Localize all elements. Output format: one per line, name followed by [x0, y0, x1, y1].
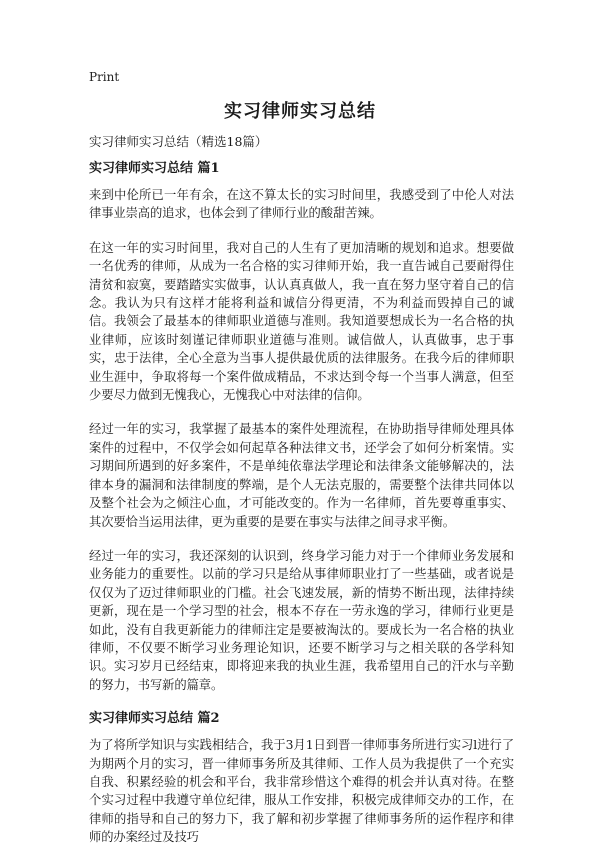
paragraph: 在这一年的实习时间里，我对自己的人生有了更加清晰的规划和追求。想要做一名优秀的律师，从成为一名合格的实习律师开始，我一直告诫自己要耐得住清贫和寂寞，要踏踏实实做事，认认真真做人，我一直在努力坚守着自己的信念。我认为只有这样才能将利益和诚信分得更清，不为利益而毁掉自己的诚信。我领会了最基本的律师职业道德与准则。我知道要想成长为一名合格的执业律师，应该时刻谨记律师职业道德与准则。诚信做人，认真做事，忠于事实，忠于法律，全心全意为当事人提供最优质的法律服务。在我今后的律师职业生涯中，争取将每一个案件做成精品，不求达到令每一个当事人满意，但至少要尽力做到无愧我心，无愧我心中对法律的信仰。	[89, 240, 514, 403]
section-1	[89, 160, 514, 694]
document-subtitle: 实习律师实习总结（精选18篇）	[89, 134, 268, 149]
section-2	[89, 710, 514, 846]
print-label: Print	[89, 70, 120, 84]
paragraph: 为了将所学知识与实践相结合，我于3月1日到晋一律师事务所进行实习l进行了为期两个月的实习，晋一律师事务所及其律师、工作人员为我提供了一个充实自我、积累经验的机会和平台，我非常珍惜这个难得的机会并认真对待。在整个实习过程中我遵守单位纪律，服从工作安排，积极完成律师交办的工作，在律师的指导和自己的努力下，我了解和初步掌握了律师事务所的运作程序和律师的办案经过及技巧	[89, 738, 514, 845]
paragraph: 经过一年的实习，我还深刻的认识到，终身学习能力对于一个律师业务发展和业务能力的重要性。以前的学习只是给从事律师职业打了一些基础，或者说是仅仅为了迈过律师职业的门槛。社会飞速发展，新的情势不断出现，法律持续更新，现在是一个学习型的社会，根本不存在一劳永逸的学习，律师行业更是如此，没有自我更新能力的律师注定是要被淘汰的。要成长为一名合格的执业律师，不仅要不断学习业务理论知识，还要不断学习与之相关联的各学科知识。实习岁月已经结束，即将迎来我的执业生涯，我希望用自己的汗水与辛勤的努力，书写新的篇章。	[89, 548, 514, 692]
document-title: 实习律师实习总结	[224, 101, 376, 122]
section-heading: 实习律师实习总结 篇1	[89, 161, 220, 176]
document-body	[89, 160, 514, 863]
paragraph: 来到中伦所已一年有余，在这不算太长的实习时间里，我感受到了中伦人对法律事业崇高的追求，也体会到了律师行业的酸甜苦辣。	[89, 188, 514, 221]
section-heading: 实习律师实习总结 篇2	[89, 711, 220, 727]
paragraph: 经过一年的实习，我掌握了最基本的案件处理流程，在协助指导律师处理具体案件的过程中，不仅学会如何起草各种法律文书，还学会了如何分析案情。实习期间所遇到的好多案件，不是单纯依靠法学理论和法律条文能够解决的，法律本身的漏洞和法律制度的弊端，是个人无法克服的，需要整个法律共同体以及整个社会为之倾注心血，才可能改变的。作为一名律师，首先要尊重事实、其次要恰当运用法律，更为重要的是要在事实与法律之间寻求平衡。	[89, 422, 514, 529]
